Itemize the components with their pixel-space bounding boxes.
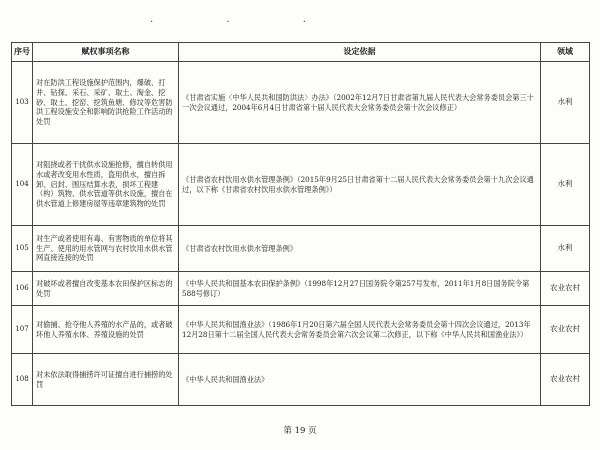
- row-name: 对破坏或者擅自改变基本农田保护区标志的处罚: [33, 272, 179, 306]
- table-row: [12, 62, 590, 144]
- row-basis: 《甘肃省农村饮用水供水管理条例》（2015年9月25日甘肃省第十二届人民代表大会常务委员会第十九次会议通过，以下称《甘肃省农村饮用水供水管理条例》）: [179, 144, 541, 226]
- scan-marks: . . .: [150, 14, 341, 25]
- row-name: 对在防洪工程设施保护范围内，爆破、打井、钻探、采石、采矿、取土、淘金、挖砂、取土、挖窑、挖筑鱼塘、修坟等危害防洪工程设施安全和影响防洪抢险工作活动的处罚: [33, 62, 179, 144]
- row-seq: 106: [12, 272, 33, 306]
- table-row: [12, 272, 590, 306]
- row-field: 农业农村: [541, 272, 590, 306]
- row-field: 水利: [541, 62, 590, 144]
- row-name: 对偷捕、抢夺他人养殖的水产品的，或者破坏他人养殖水体、养殖设施的处罚: [33, 306, 179, 354]
- page-number: 第 19 页: [283, 426, 317, 436]
- table-row: [12, 144, 590, 226]
- header-field: 领域: [541, 43, 590, 62]
- row-field: 水利: [541, 226, 590, 272]
- row-seq: 107: [12, 306, 33, 354]
- row-basis: 《甘肃省农村饮用水供水管理条例》: [179, 226, 541, 272]
- authority-items-table: [11, 42, 590, 406]
- row-basis: 《中华人民共和国基本农田保护条例》（1998年12月27日国务院令第257号发布，2011年1月8日国务院令第588号修订）: [179, 272, 541, 306]
- row-seq: 103: [12, 62, 33, 144]
- header-name: 赋权事项名称: [33, 43, 179, 62]
- header-basis: 设定依据: [179, 43, 541, 62]
- row-seq: 108: [12, 354, 33, 406]
- table-row: [12, 226, 590, 272]
- table-row: [12, 306, 590, 354]
- table-row: [12, 354, 590, 406]
- row-name: 对阻挠或者干扰供水设施抢修，擅自转供用水或者改变用水性质，盗用供水，擅自拆卸、启封、围压结算水表，损坏工程建（构）筑物、供水管道等供水设施，擅自在供水管道上修建房屋等违章建筑物的处罚: [33, 144, 179, 226]
- row-name: 对生产或者使用有毒、有害物质的单位将其生产、使用的用水管网与农村饮用水供水管网直接连接的处罚: [33, 226, 179, 272]
- row-basis: 《中华人民共和国渔业法》: [179, 354, 541, 406]
- row-field: 农业农村: [541, 306, 590, 354]
- row-seq: 105: [12, 226, 33, 272]
- row-name: 对未依法取得捕捞许可证擅自进行捕捞的处罚: [33, 354, 179, 406]
- row-seq: 104: [12, 144, 33, 226]
- table-header-row: [12, 43, 590, 62]
- row-field: 农业农村: [541, 354, 590, 406]
- row-basis: 《中华人民共和国渔业法》（1986年1月20日第六届全国人民代表大会常务委员会第十四次会议通过，2013年12月28日第十二届全国人民代表大会常务委员会第六次会议第二次修正，以下称《中华人民共和国渔业法》）: [179, 306, 541, 354]
- header-seq: 序号: [12, 43, 33, 62]
- row-basis: 《甘肃省实施〈中华人民共和国防洪法〉办法》（2002年12月7日甘肃省第九届人民代表大会常务委员会第三十一次会议通过，2004年6月4日甘肃省第十届人民代表大会常务委员会第十次会议修正）: [179, 62, 541, 144]
- row-field: 水利: [541, 144, 590, 226]
